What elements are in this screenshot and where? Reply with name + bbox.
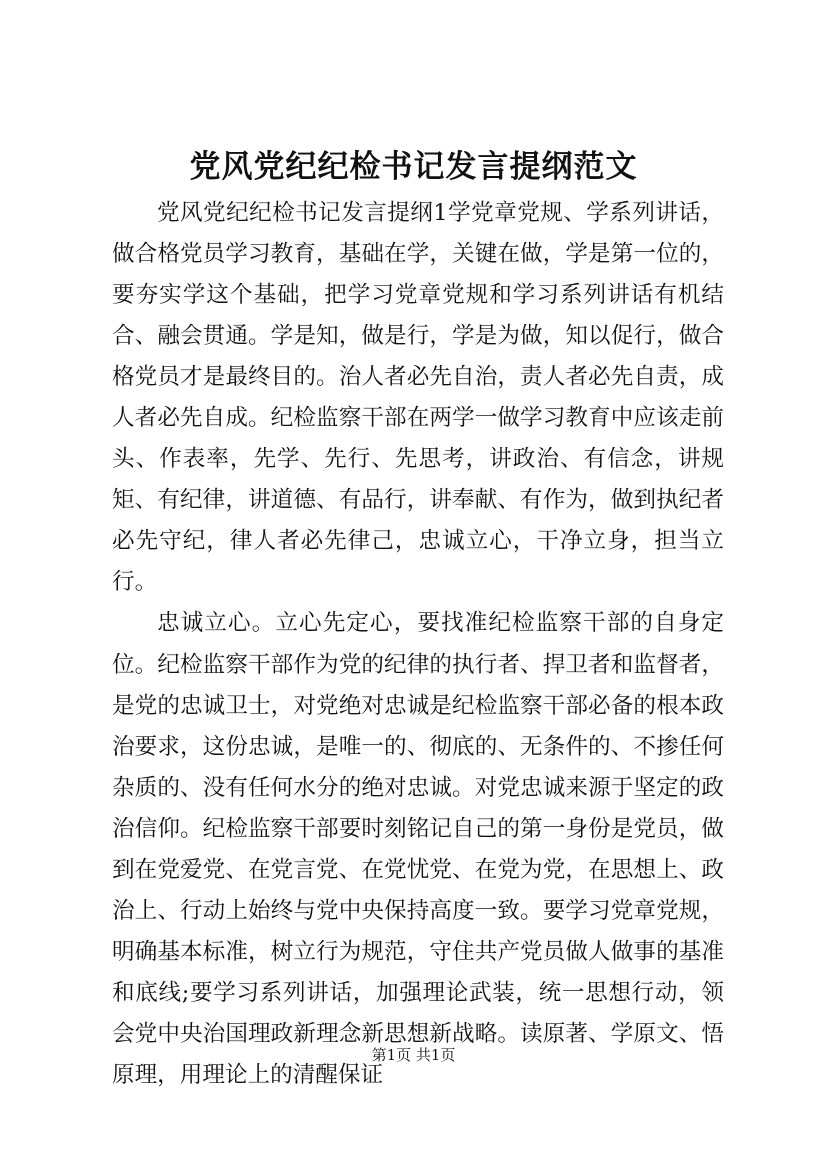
paragraph-2: 忠诚立心。立心先定心，要找准纪检监察干部的自身定位。纪检监察干部作为党的纪律的执行者、捍卫者和监督者，是党的忠诚卫士，对党绝对忠诚是纪检监察干部必备的根本政治要求，这份忠诚，是唯一的、彻底的、无条件的、不掺任何杂质的、没有任何水分的绝对忠诚。对党忠诚来源于坚定的政治信仰。纪检监察干部要时刻铭记自己的第一身份是党员，做到在党爱党、在党言党、在党忧党、在党为党，在思想上、政治上、行动上始终与党中央保持高度一致。要学习党章党规，明确基本标准，树立行为规范，守住共产党员做人做事的基准和底线;要学习系列讲话，加强理论武装，统一思想行动，领会党中央治国理政新理念新思想新战略。读原著、学原文、悟原理，用理论上的清醒保证: [112, 610, 724, 1088]
page-footer: 第1页 共1页: [371, 1046, 456, 1064]
document-title: 党风党纪纪检书记发言提纲范文: [189, 149, 638, 185]
document-body: [112, 193, 724, 1096]
paragraph-1: 党风党纪纪检书记发言提纲1学党章党规、学系列讲话，做合格党员学习教育，基础在学，关键在做，学是第一位的，要夯实学这个基础，把学习党章党规和学习系列讲话有机结合、融会贯通。学是知，做是行，学是为做，知以促行，做合格党员才是最终目的。治人者必先自治，责人者必先自责，成人者必先自成。纪检监察干部在两学一做学习教育中应该走前头、作表率，先学、先行、先思考，讲政治、有信念，讲规矩、有纪律，讲道德、有品行，讲奉献、有作为，做到执纪者必先守纪，律人者必先律己，忠诚立心，干净立身，担当立行。: [112, 200, 724, 596]
